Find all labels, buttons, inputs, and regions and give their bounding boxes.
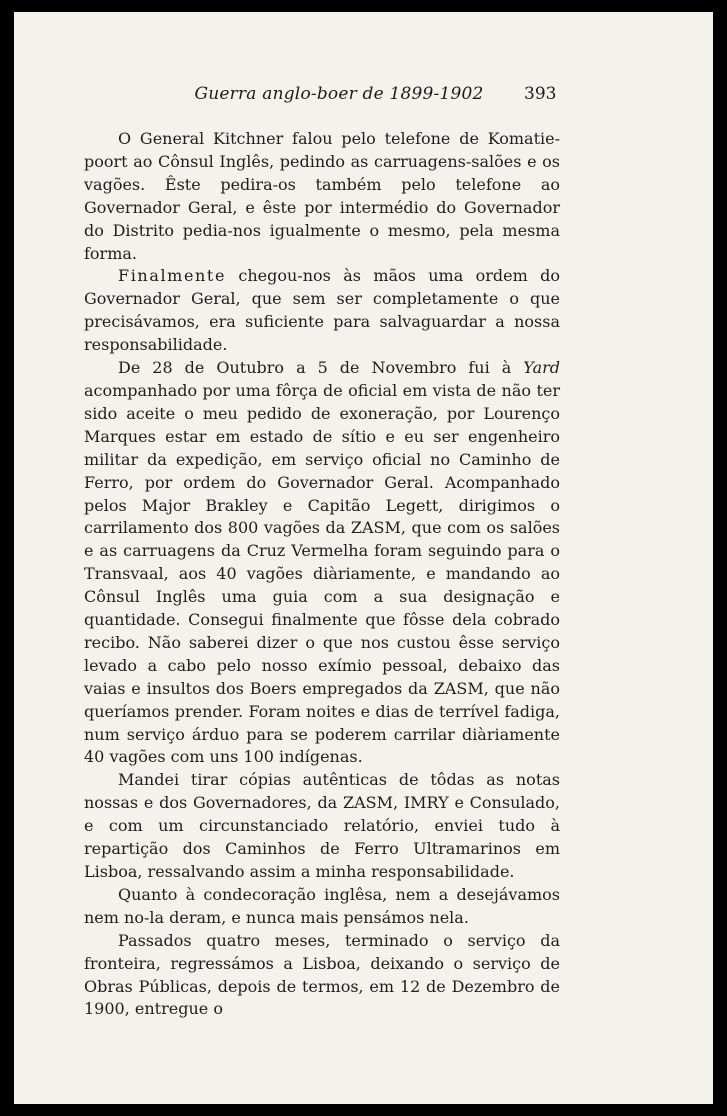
paragraph-3 [84, 357, 560, 769]
page-header [14, 84, 713, 114]
paragraph-text: chegou-nos às mãos uma ordem do Governador Geral, que sem ser completamente o que precisávamos, era suficiente para salvaguardar a nossa responsabilidade. [84, 266, 560, 355]
book-page [14, 12, 713, 1104]
paragraph-1 [84, 128, 560, 265]
paragraph-2 [84, 265, 560, 357]
body-text [84, 128, 560, 1021]
paragraph-text: O General Kitchner falou pelo telefone de Komatie-poort ao Cônsul Inglês, pedindo as carruagens-salões e os vagões. Êste pedira-os também pelo telefone ao Governador Geral, e êste por intermédio do Governador do Distrito pedia-nos igualmente o mesmo, pela mesma forma. [84, 129, 560, 263]
paragraph-5 [84, 884, 560, 930]
paragraph-4 [84, 769, 560, 884]
paragraph-text-start: De 28 de Outubro a 5 de Novembro fui à [118, 358, 524, 378]
italic-word: Yard [523, 358, 560, 378]
page-number: 393 [524, 84, 557, 104]
paragraph-text: Quanto à condecoração inglêsa, nem a desejávamos nem no-la deram, e nunca mais pensámos nela. [84, 884, 560, 927]
paragraph-text: Passados quatro meses, terminado o serviço da fronteira, regressámos a Lisboa, deixando o serviço de Obras Públicas, depois de termos, em 12 de Dezembro de 1900, entregue o [84, 930, 560, 1019]
paragraph-6 [84, 930, 560, 1022]
paragraph-text-end: acompanhado por uma fôrça de oficial em vista de não ter sido aceite o meu pedido de exoneração, por Lourenço Marques estar em estado de sítio e eu ser engenheiro militar da expedição, em serviço oficial no Caminho de Ferro, por ordem do Governador Geral. Acompanhado pelos Major Brakley e Capitão Legett, dirigimos o carrilamento dos 800 vagões da ZASM, que com os salões e as carruagens da Cruz Vermelha foram seguindo para o Transvaal, aos 40 vagões diàriamente, e mandando ao Cônsul Inglês uma guia com a sua designação e quantidade. Consegui finalmente que fôsse dela cobrado recibo. Não saberei dizer o que nos custou êsse serviço levado a cabo pelo nosso exímio pessoal, debaixo das vaias e insultos dos Boers empregados da ZASM, que não queríamos prender. Foram noites e dias de terrível fadiga, num serviço árduo para se poderem carrilar diàriamente 40 vagões com uns 100 indígenas. [84, 380, 560, 767]
running-title: Guerra anglo-boer de 1899-1902 [194, 84, 484, 104]
spaced-word: Finalmente [118, 266, 227, 286]
paragraph-text: Mandei tirar cópias autênticas de tôdas as notas nossas e dos Governadores, da ZASM, IMRY e Consulado, e com um circunstanciado relatório, enviei tudo à repartição dos Caminhos de Ferro Ultramarinos em Lisboa, ressalvando assim a minha responsabilidade. [84, 770, 560, 881]
